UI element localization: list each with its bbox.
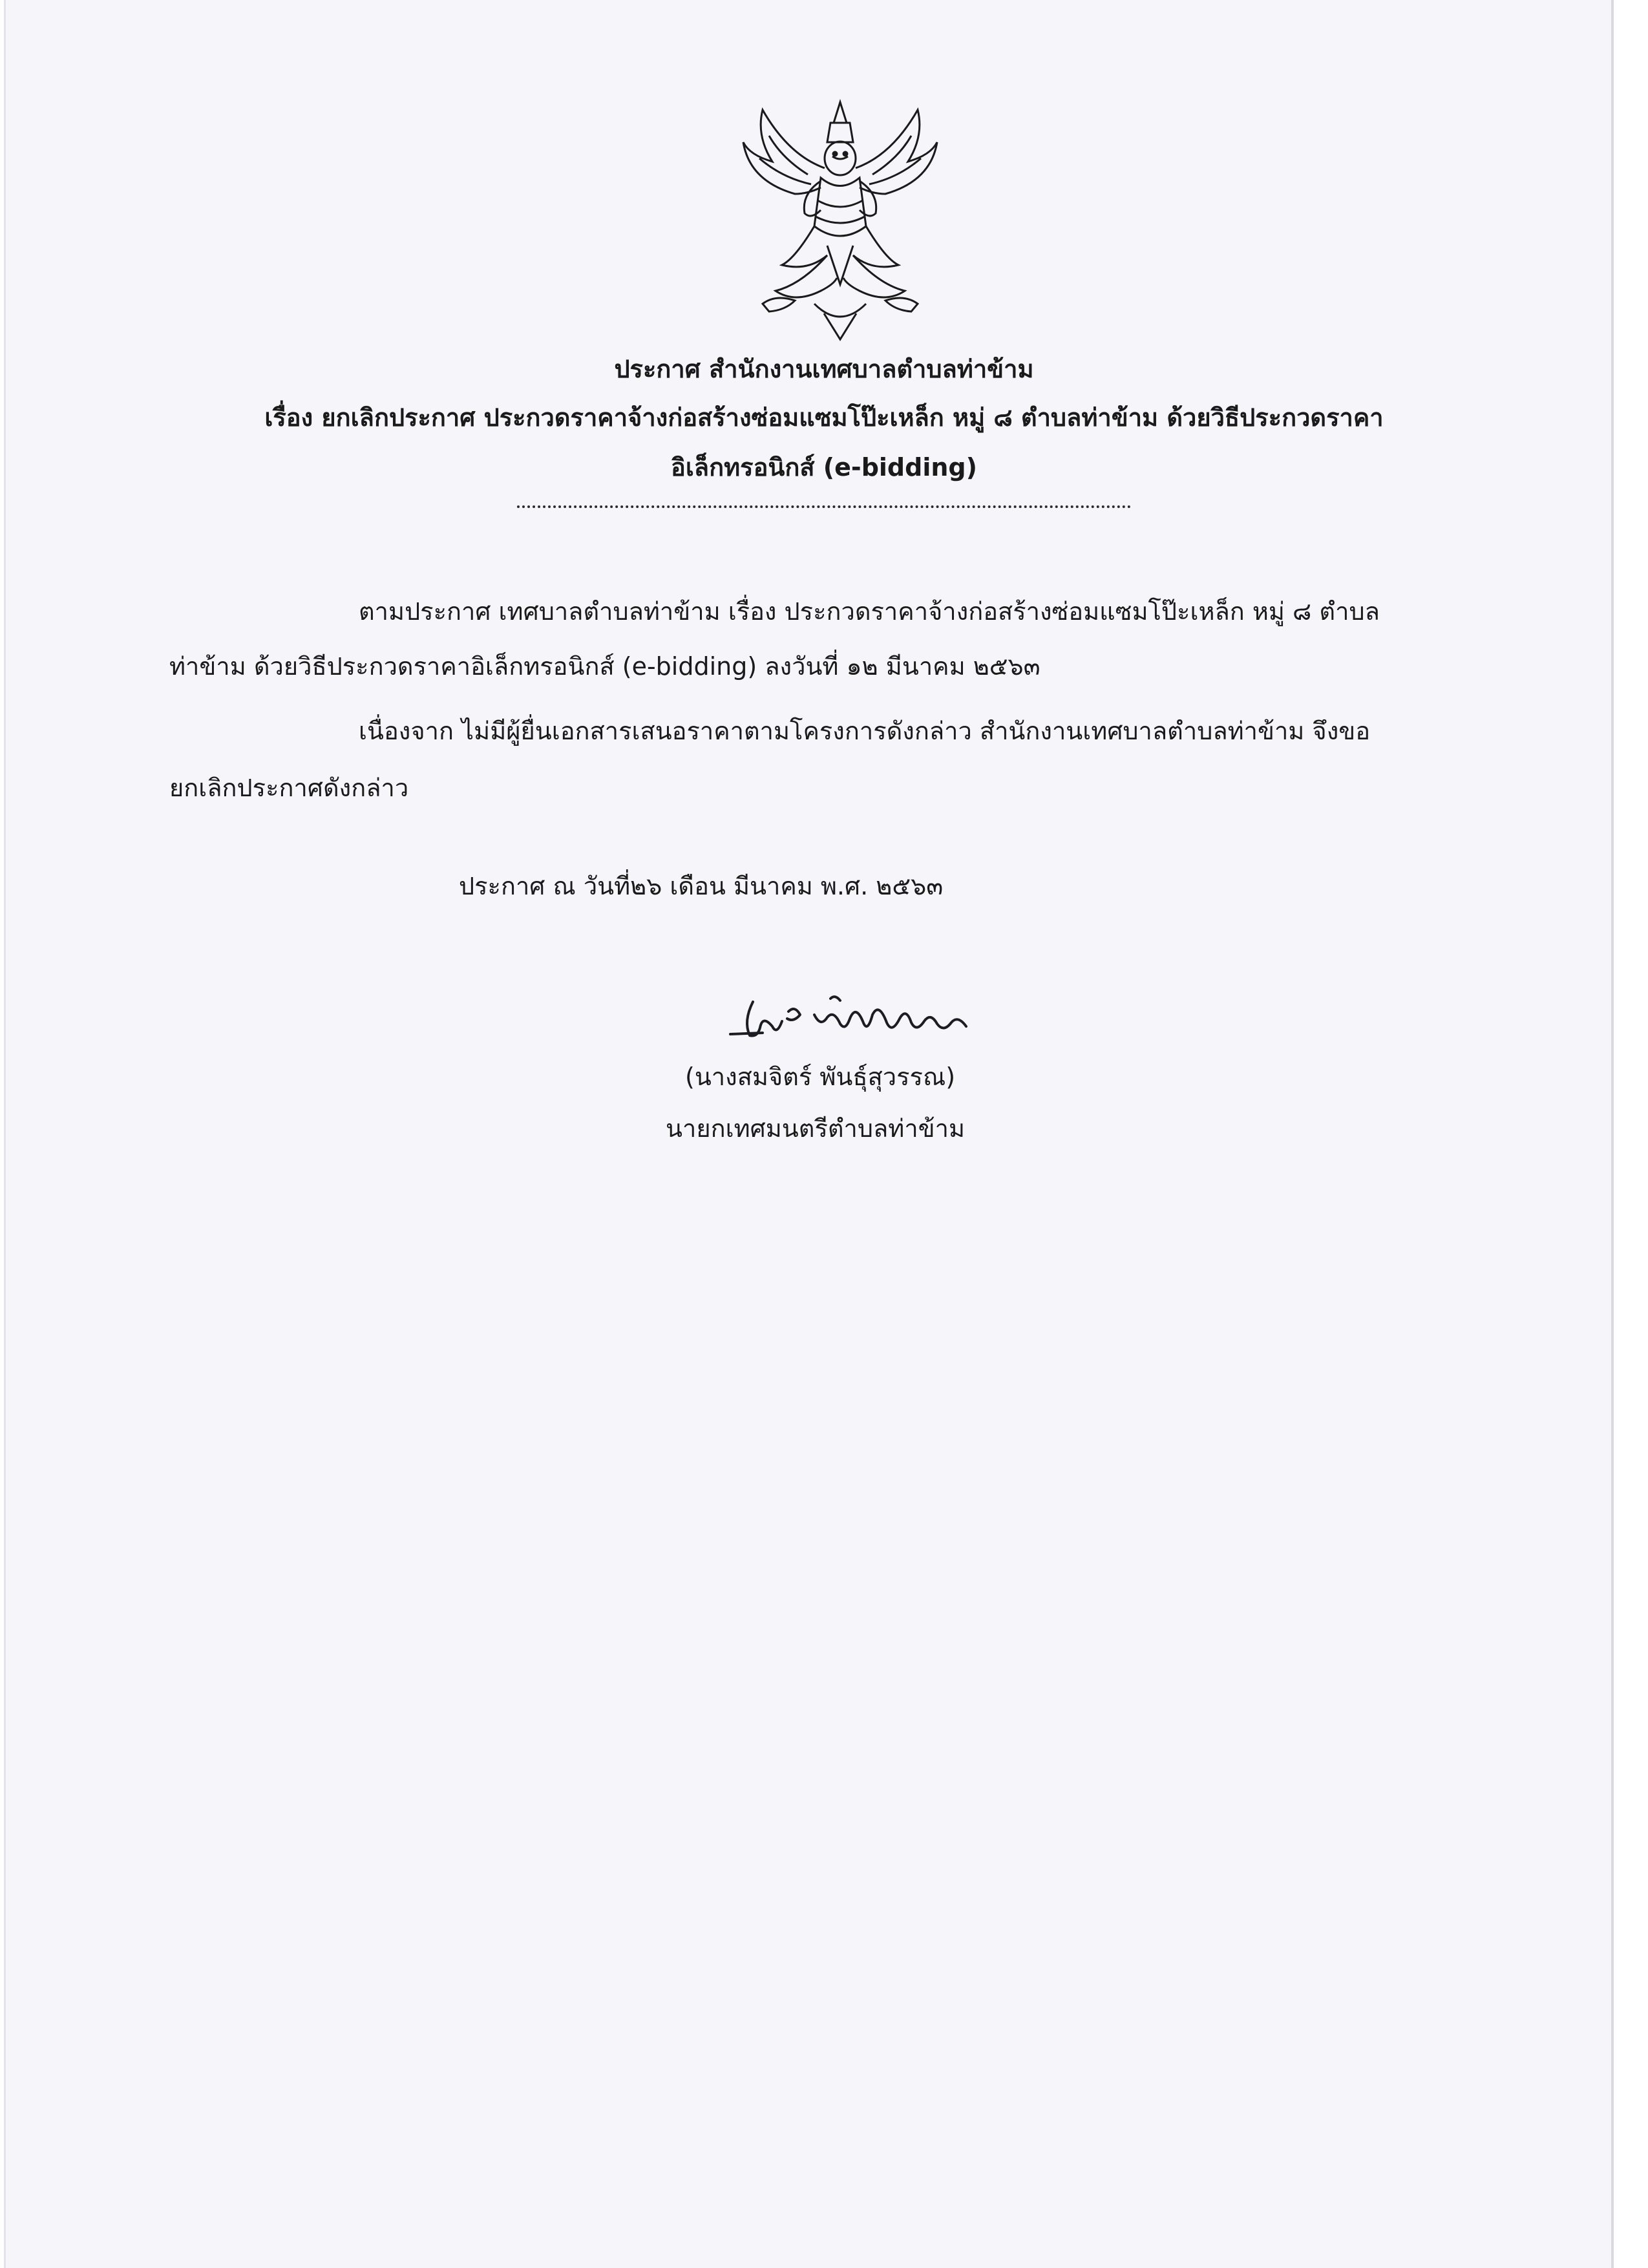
- handwritten-signature-icon: [717, 976, 989, 1054]
- body-paragraph-2-line-2: ยกเลิกประกาศดังกล่าว: [169, 774, 409, 802]
- body-paragraph-1-line-2: ท่าข้าม ด้วยวิธีประกวดราคาอิเล็กทรอนิกส์ (e-bidding) ลงวันที่ ๑๒ มีนาคม ๒๕๖๓: [169, 652, 1041, 681]
- announcement-subject-continued: อิเล็กทรอนิกส์ (e-bidding): [671, 453, 977, 482]
- announcement-heading: ประกาศ สำนักงานเทศบาลตำบลท่าข้าม: [614, 355, 1034, 383]
- signatory-title: นายกเทศมนตรีตำบลท่าข้าม: [666, 1114, 966, 1143]
- body-paragraph-2-line-1: เนื่องจาก ไม่มีผู้ยื่นเอกสารเสนอราคาตามโครงการดังกล่าว สำนักงานเทศบาลตำบลท่าข้าม จึงขอ: [359, 717, 1371, 745]
- garuda-emblem-icon: [737, 97, 944, 343]
- announcement-date: ประกาศ ณ วันที่๒๖ เดือน มีนาคม พ.ศ. ๒๕๖๓: [459, 872, 944, 900]
- dotted-divider: [517, 505, 1131, 508]
- body-paragraph-1-line-1: ตามประกาศ เทศบาลตำบลท่าข้าม เรื่อง ประกวดราคาจ้างก่อสร้างซ่อมแซมโป๊ะเหล็ก หมู่ ๘ ตำบล: [359, 597, 1380, 626]
- announcement-subject: เรื่อง ยกเลิกประกาศ ประกวดราคาจ้างก่อสร้างซ่อมแซมโป๊ะเหล็ก หมู่ ๘ ตำบลท่าข้าม ด้วยวิธีประกวดราคา: [264, 403, 1384, 432]
- signatory-name: (นางสมจิตร์ พันธุ์สุวรรณ): [685, 1063, 956, 1091]
